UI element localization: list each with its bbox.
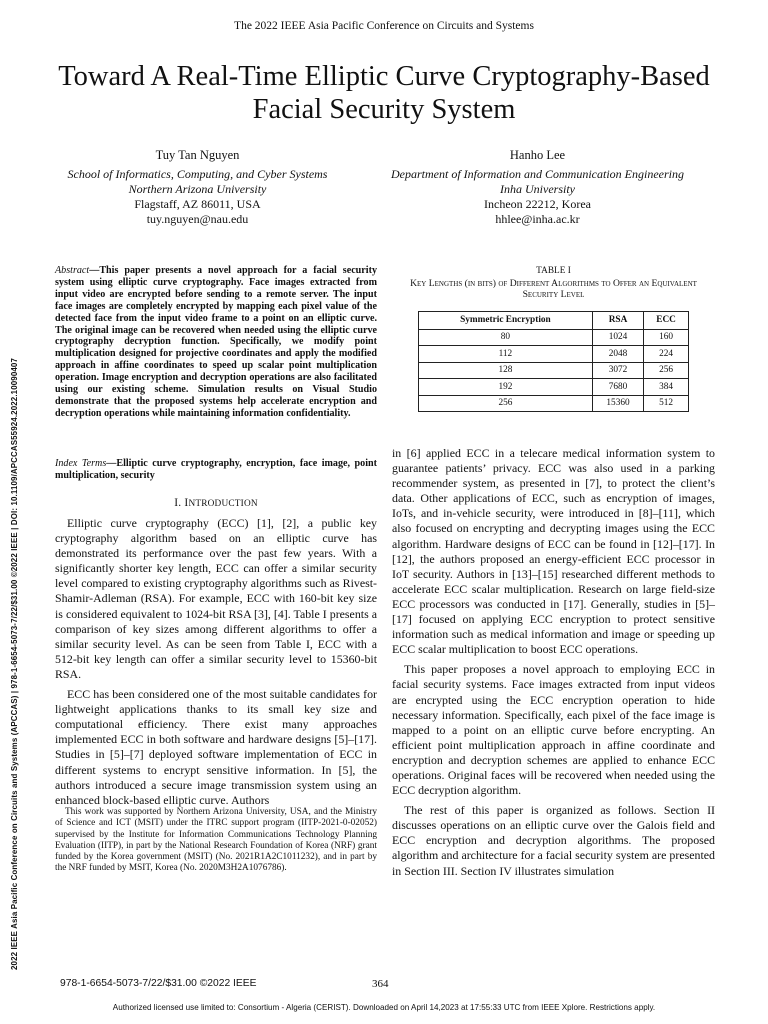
author-block-2 (355, 148, 720, 227)
table-row (419, 329, 689, 346)
author-department: Department of Information and Communication Engineering (391, 167, 684, 181)
doi-sidebar: 2022 IEEE Asia Pacific Conference on Circuits and Systems (APCCAS) | 978-1-6654-5073-7/22/$31.00 ©2022 IEEE | DOI: 10.1109/APCCAS55924.2022.10090407 (10, 358, 19, 970)
author-location: Flagstaff, AZ 86011, USA (134, 197, 261, 211)
author-organization: Northern Arizona University (128, 182, 267, 196)
key-lengths-table (418, 311, 689, 412)
table-header-cell: RSA (592, 312, 643, 330)
table-cell: 256 (644, 362, 689, 379)
author-email[interactable]: hhlee@inha.ac.kr (495, 212, 580, 226)
paragraph: Elliptic curve cryptography (ECC) [1], [2], a public key cryptography algorithm based on an elliptic curve has demonstrated its performance over the past few years. With a significantly shorter key length, ECC can offer a similar security level compared to existing cryptography algorithms such as Rivest-Shamir-Adleman (RSA). For example, ECC with 160-bit key size is considered equivalent to 1024-bit RSA [3], [4]. Table I presents a comparison of key sizes among different algorithms to offer a similar security level. As can be seen from Table I, ECC with a 512-bit key length can offer a similar security level to 15360-bit RSA. (55, 516, 377, 681)
table-cell: 1024 (592, 329, 643, 346)
table-cell: 128 (419, 362, 593, 379)
index-terms-text: —Elliptic curve cryptography, encryption, face image, point multiplication, security (55, 458, 377, 482)
table-row (419, 379, 689, 396)
section-title-rest: NTRODUCTION (188, 499, 258, 509)
column-2-body (392, 446, 715, 884)
section-title-initial: I (184, 497, 189, 509)
table-caption (392, 266, 715, 301)
table-header-cell: ECC (644, 312, 689, 330)
table-row (419, 362, 689, 379)
section-number: I. (174, 497, 182, 509)
table-cell: 256 (419, 395, 593, 412)
table-cell: 7680 (592, 379, 643, 396)
author-organization: Inha University (500, 182, 575, 196)
paragraph: The rest of this paper is organized as follows. Section II discusses operations on an elliptic curve over the Galois field and ECC encryption and decryption algorithms. The proposed algorithm and architecture for a facial security system are presented in Section III. Section IV illustrates simulation (392, 803, 715, 878)
page-number: 364 (372, 978, 389, 990)
table-cell: 512 (644, 395, 689, 412)
author-department: School of Informatics, Computing, and Cyber Systems (67, 167, 328, 181)
table-header-cell: Symmetric Encryption (419, 312, 593, 330)
authorized-use-notice: Authorized licensed use limited to: Consortium - Algeria (CERIST). Downloaded on April 14,2023 at 17:55:33 UTC from IEEE Xplore. Restrictions apply. (112, 1003, 656, 1012)
table-header-row (419, 312, 689, 330)
conference-header: The 2022 IEEE Asia Pacific Conference on Circuits and Systems (234, 20, 534, 32)
table-title: Key Lengths (in bits) of Different Algorithms to Offer an Equivalent Security Level (410, 277, 697, 300)
author-location: Incheon 22212, Korea (484, 197, 591, 211)
table-row (419, 395, 689, 412)
paragraph: in [6] applied ECC in a telecare medical information system to guarantee patients’ privacy. ECC was also used in a parking recommender system, as presented in [7], to protect the client’s data. Other applications of ECC, such as encryption of images, IoTs, and in-vehicle security, were introduced in [8]–[11], which also focused on encrypting and decrypting images using the ECC algorithm. Hardware designs of ECC can be found in [12]–[17]. In [12], the authors proposed an energy-efficient ECC processor in IoT security. Authors in [13]–[15] researched different methods to accelerate ECC scalar multiplication. Research on large field-size ECC processors was conducted in [17]. Generally, studies in [5]–[17] focused on applying ECC encryption to protect sensitive information such as medical information and image or speeding up ECC scalar multiplication to boost ECC operations. (392, 446, 715, 657)
abstract-label: Abstract (55, 265, 90, 276)
index-terms (55, 458, 377, 483)
column-1-body (55, 516, 377, 813)
table-cell: 384 (644, 379, 689, 396)
author-block-1 (40, 148, 355, 227)
table-cell: 224 (644, 346, 689, 363)
table-cell: 112 (419, 346, 593, 363)
author-name: Hanho Lee (509, 148, 566, 162)
paper-title: Toward A Real-Time Elliptic Curve Cryptography-Based Facial Security System (58, 61, 710, 125)
table-cell: 3072 (592, 362, 643, 379)
section-heading-introduction (55, 497, 377, 509)
author-name: Tuy Tan Nguyen (155, 148, 240, 162)
paragraph: This paper proposes a novel approach to employing ECC in facial security systems. Face images extracted from input videos are encrypted using the ECC encryption operation to hide necessary information. Specifically, each pixel of the face image is mapped to a point on an elliptic curve before encrypting. An efficient point multiplication approach in affine coordinate and encryption and decryption schemes are applied to enhance ECC operations. Original faces will be recovered when needed using the ECC decryption algorithm. (392, 662, 715, 798)
abstract-text: —This paper presents a novel approach for a facial security system using elliptic curve cryptography. Face images extracted from input video are encrypted before sending to a remote server. The input face images are completely encrypted by mapping each pixel value of the detected face from the input video frame to a point on an elliptic curve. The original image can be recovered when needed using the elliptic curve cryptography decryption function. Specifically, we modify point multiplication designed for projective coordinates and apply the modified approach in affine coordinates to speed up scalar point multiplication operation. Image encryption and decryption operations are also facilitated using our existing scheme. Simulation results on Visual Studio demonstrate that the proposed systems help accelerate encryption and decryption operations while maintaining information confidentiality. (55, 265, 377, 419)
table-cell: 160 (644, 329, 689, 346)
table-cell: 192 (419, 379, 593, 396)
abstract (55, 265, 377, 420)
isbn-footer: 978-1-6654-5073-7/22/$31.00 ©2022 IEEE (60, 978, 257, 989)
footnote: This work was supported by Northern Arizona University, USA, and the Ministry of Science and ICT (MSIT) under the ITRC support program (IITP-2021-0-02052) supervised by the Institute for Information Communications Technology Planning Evaluation (IITP), in part by the National Research Foundation of Korea (NRF) grant funded by the Korea government (MSIT) (No. 2021R1A2C1011232), and in part by the NRF funded by MSIT, Korea (No. 2020M3H2A1076786). (55, 807, 377, 874)
paragraph: ECC has been considered one of the most suitable candidates for lightweight applications thanks to its small key size and computational efficiency. There exist many approaches implemented ECC in both software and hardware designs [5]–[17]. Studies in [5]–[7] deployed software implementation of ECC in different systems to encrypt sensitive information. In [5], the authors introduced a secure image transmission system using an enhanced block-based elliptic curve. Authors (55, 687, 377, 807)
index-terms-label: Index Terms (55, 458, 107, 469)
author-email[interactable]: tuy.nguyen@nau.edu (146, 212, 249, 226)
table-row (419, 346, 689, 363)
table-cell: 2048 (592, 346, 643, 363)
table-cell: 15360 (592, 395, 643, 412)
table-label: TABLE I (536, 266, 571, 276)
table-cell: 80 (419, 329, 593, 346)
